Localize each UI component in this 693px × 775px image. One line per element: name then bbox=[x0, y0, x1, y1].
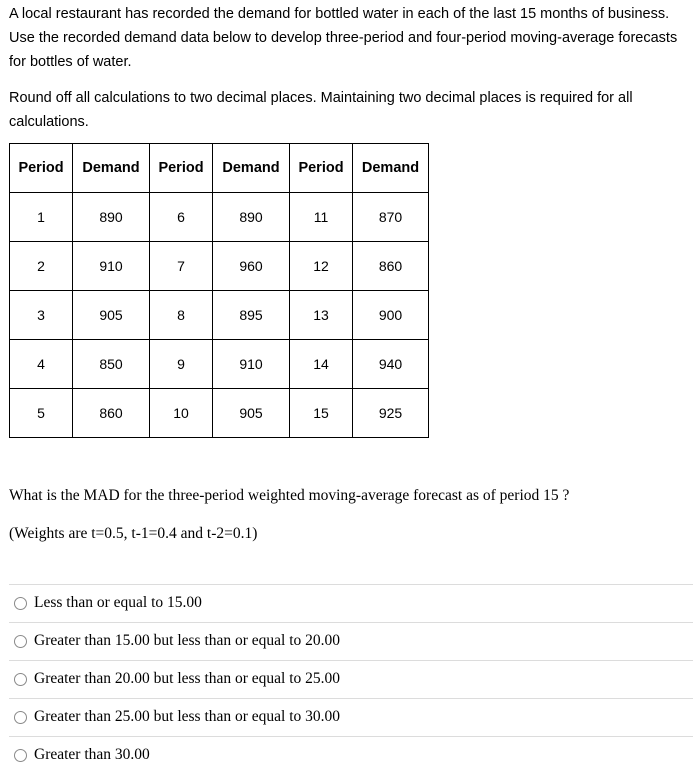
table-cell: 12 bbox=[290, 242, 353, 291]
demand-table bbox=[9, 143, 429, 438]
table-row bbox=[10, 291, 429, 340]
rounding-instructions: Round off all calculations to two decimal places. Maintaining two decimal places is required for all calculations. bbox=[9, 90, 633, 130]
answer-option-label[interactable]: Greater than 30.00 bbox=[34, 746, 150, 763]
answer-option[interactable] bbox=[9, 622, 693, 660]
table-cell: 6 bbox=[150, 193, 213, 242]
table-cell: 4 bbox=[10, 340, 73, 389]
answer-option[interactable] bbox=[9, 736, 693, 774]
column-header: Demand bbox=[353, 144, 429, 193]
table-cell: 905 bbox=[213, 389, 290, 438]
table-row bbox=[10, 340, 429, 389]
table-cell: 860 bbox=[353, 242, 429, 291]
table-cell: 13 bbox=[290, 291, 353, 340]
table-cell: 900 bbox=[353, 291, 429, 340]
radio-button[interactable] bbox=[14, 749, 27, 762]
table-cell: 7 bbox=[150, 242, 213, 291]
table-header-row bbox=[10, 144, 429, 193]
table-row bbox=[10, 242, 429, 291]
table-cell: 910 bbox=[73, 242, 150, 291]
answer-option[interactable] bbox=[9, 698, 693, 736]
table-cell: 14 bbox=[290, 340, 353, 389]
column-header: Demand bbox=[213, 144, 290, 193]
table-cell: 910 bbox=[213, 340, 290, 389]
table-cell: 890 bbox=[73, 193, 150, 242]
table-cell: 1 bbox=[10, 193, 73, 242]
intro-paragraph: A local restaurant has recorded the demand for bottled water in each of the last 15 months of business. Use the recorded demand data below to develop three-period and four-period moving-average forecasts for bottles of water. bbox=[9, 6, 678, 70]
column-header: Demand bbox=[73, 144, 150, 193]
radio-button[interactable] bbox=[14, 597, 27, 610]
table-cell: 940 bbox=[353, 340, 429, 389]
question-text: What is the MAD for the three-period weighted moving-average forecast as of period 15 ? bbox=[9, 487, 570, 504]
table-cell: 11 bbox=[290, 193, 353, 242]
table-cell: 10 bbox=[150, 389, 213, 438]
table-cell: 3 bbox=[10, 291, 73, 340]
answer-options bbox=[9, 584, 693, 774]
answer-option-label[interactable]: Greater than 20.00 but less than or equal to 25.00 bbox=[34, 670, 341, 687]
answer-option-label[interactable]: Less than or equal to 15.00 bbox=[34, 594, 202, 611]
answer-option[interactable] bbox=[9, 660, 693, 698]
answer-option-label[interactable]: Greater than 15.00 but less than or equal to 20.00 bbox=[34, 632, 341, 649]
radio-button[interactable] bbox=[14, 673, 27, 686]
column-header: Period bbox=[150, 144, 213, 193]
table-cell: 8 bbox=[150, 291, 213, 340]
table-cell: 905 bbox=[73, 291, 150, 340]
table-cell: 5 bbox=[10, 389, 73, 438]
table-row bbox=[10, 193, 429, 242]
radio-button[interactable] bbox=[14, 635, 27, 648]
table-cell: 15 bbox=[290, 389, 353, 438]
table-cell: 870 bbox=[353, 193, 429, 242]
table-cell: 895 bbox=[213, 291, 290, 340]
table-row bbox=[10, 389, 429, 438]
table-cell: 860 bbox=[73, 389, 150, 438]
answer-option[interactable] bbox=[9, 584, 693, 622]
radio-button[interactable] bbox=[14, 711, 27, 724]
table-cell: 890 bbox=[213, 193, 290, 242]
table-cell: 2 bbox=[10, 242, 73, 291]
table-cell: 925 bbox=[353, 389, 429, 438]
answer-option-label[interactable]: Greater than 25.00 but less than or equal to 30.00 bbox=[34, 708, 341, 725]
weights-note: (Weights are t=0.5, t-1=0.4 and t-2=0.1) bbox=[9, 525, 258, 542]
column-header: Period bbox=[290, 144, 353, 193]
table-cell: 850 bbox=[73, 340, 150, 389]
table-cell: 9 bbox=[150, 340, 213, 389]
table-cell: 960 bbox=[213, 242, 290, 291]
column-header: Period bbox=[10, 144, 73, 193]
